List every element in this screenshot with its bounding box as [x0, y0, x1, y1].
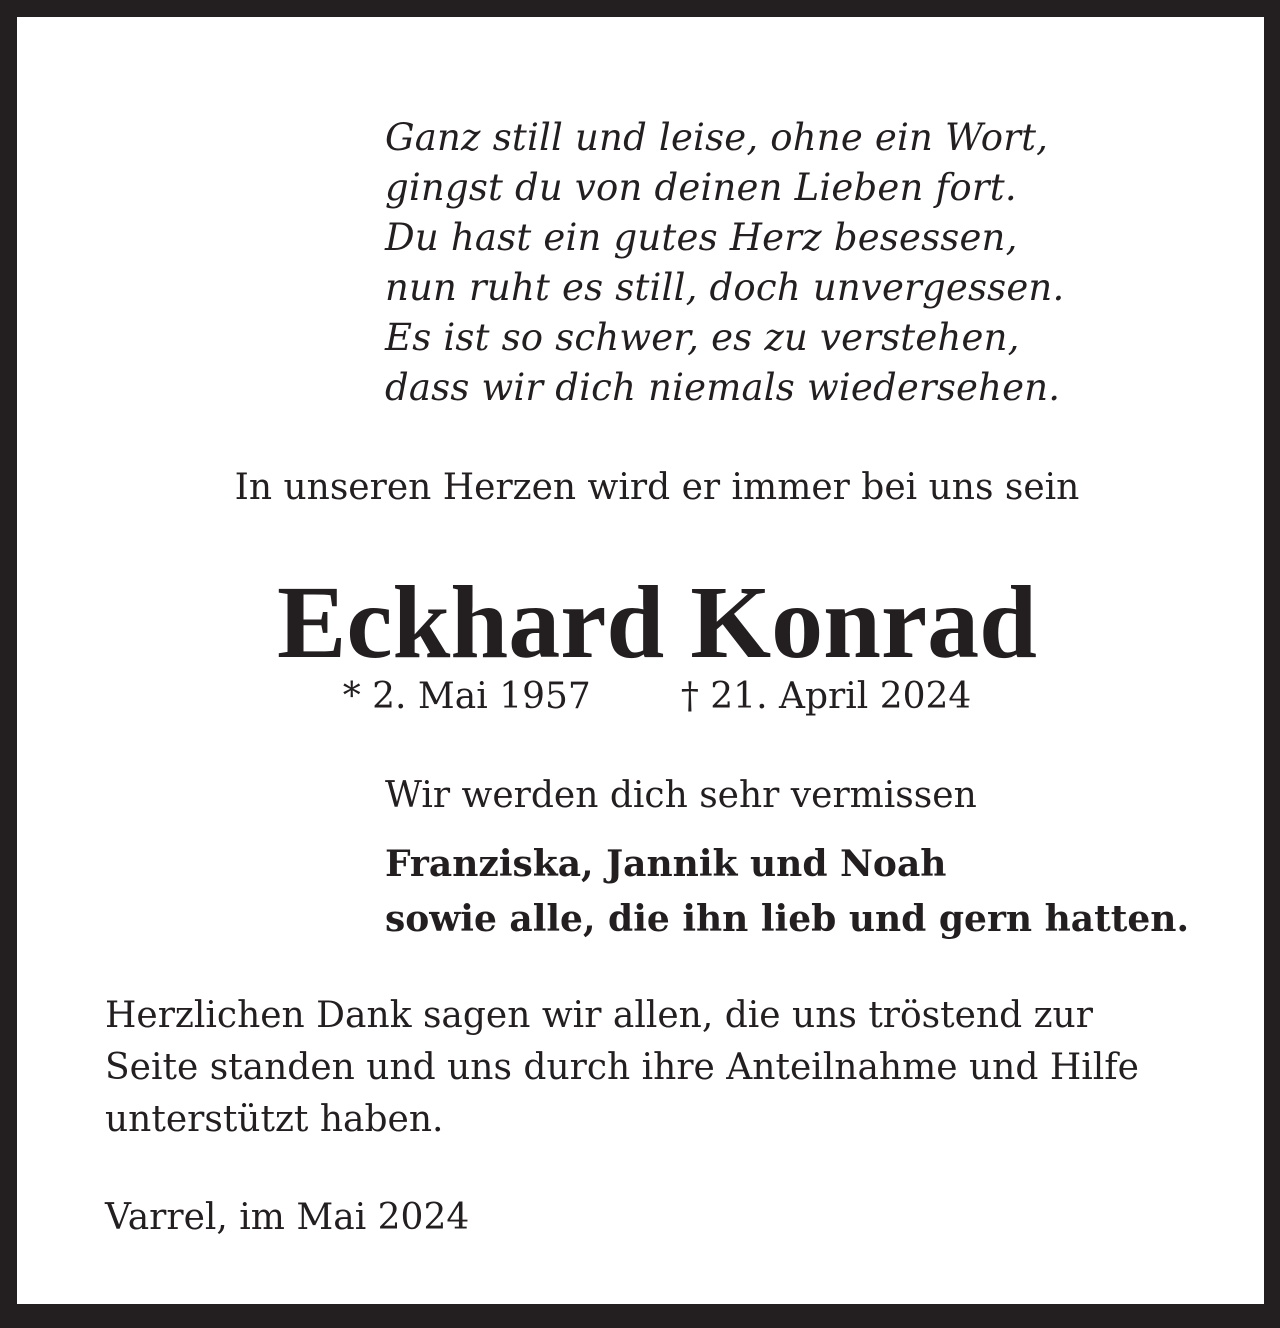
- mourners-list: [385, 837, 1189, 947]
- deceased-name: Eckhard Konrad: [277, 565, 1037, 680]
- poem-line: Ganz still und leise, ohne ein Wort,: [385, 116, 1049, 159]
- poem-line: Es ist so schwer, es zu verstehen,: [385, 316, 1020, 359]
- thanks-line: Seite standen und uns durch ihre Anteilnahme und Hilfe: [105, 1047, 1139, 1088]
- death-date: † 21. April 2024: [680, 676, 972, 717]
- mourners-line: sowie alle, die ihn lieb und gern hatten.: [385, 898, 1190, 940]
- poem-line: nun ruht es still, doch unvergessen.: [385, 266, 1065, 309]
- poem-line: Du hast ein gutes Herz besessen,: [385, 216, 1018, 259]
- miss-message: Wir werden dich sehr vermissen: [385, 775, 977, 816]
- poem-line: gingst du von deinen Lieben fort.: [385, 166, 1017, 209]
- place-date: Varrel, im Mai 2024: [105, 1197, 470, 1238]
- intro-text: In unseren Herzen wird er immer bei uns sein: [234, 467, 1080, 508]
- life-dates: [17, 673, 1280, 721]
- poem-line: dass wir dich niemals wiedersehen.: [385, 366, 1061, 409]
- thanks-line: unterstützt haben.: [105, 1099, 444, 1140]
- thanks-line: Herzlichen Dank sagen wir allen, die uns tröstend zur: [105, 995, 1093, 1036]
- poem: [385, 113, 1064, 413]
- thanks-paragraph: [105, 990, 1139, 1146]
- mourners-line: Franziska, Jannik und Noah: [385, 843, 947, 885]
- birth-date: * 2. Mai 1957: [342, 676, 591, 717]
